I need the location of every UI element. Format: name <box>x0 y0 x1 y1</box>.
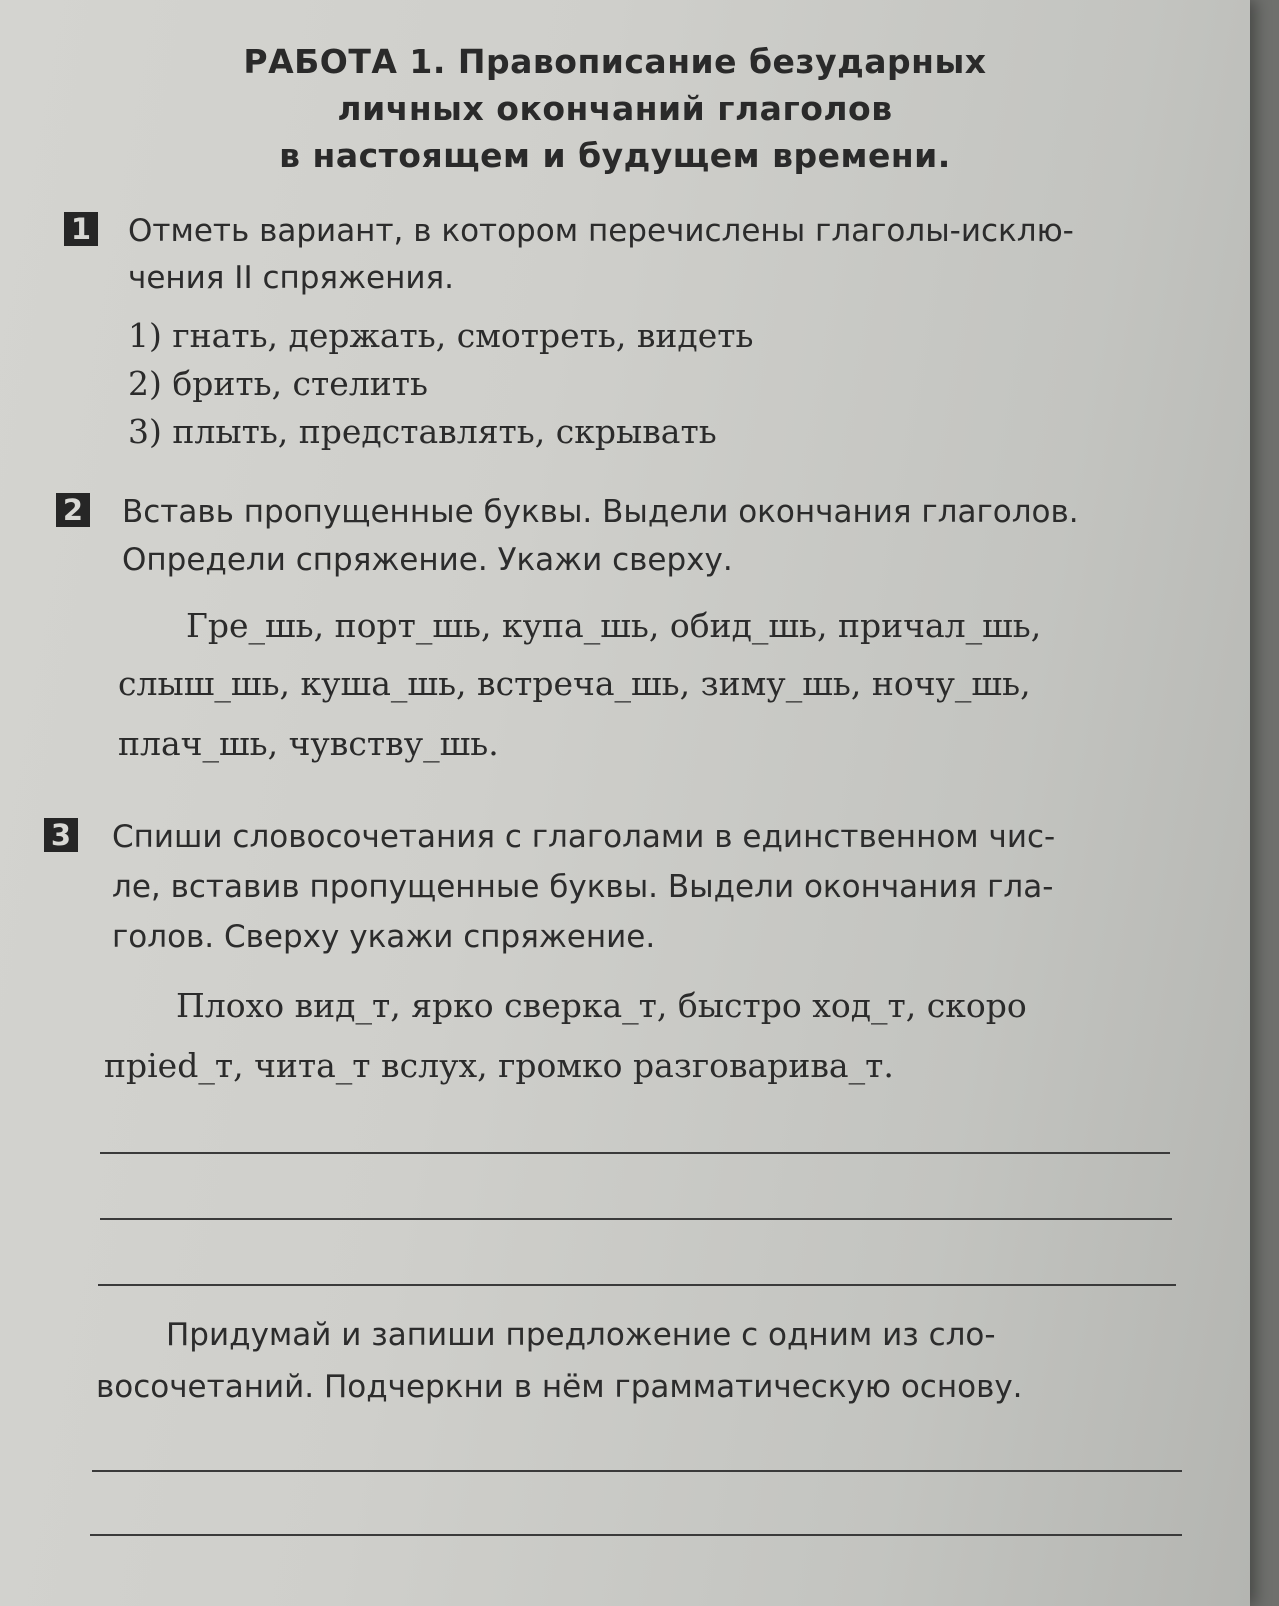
task-3-number: 3 <box>44 818 78 852</box>
answer-line-4[interactable] <box>92 1470 1182 1472</box>
task-2-words-line-3: плач_шь, чувству_шь. <box>118 724 499 763</box>
task-2-words-line-1: Гре_шь, порт_шь, купа_шь, обид_шь, причал_шь, <box>186 606 1042 645</box>
task-1-option-2[interactable]: 2) брить, стелить <box>128 364 428 403</box>
task-3-extra-line-2: восочетаний. Подчеркни в нём грамматическую основу. <box>96 1369 1023 1405</box>
answer-line-5[interactable] <box>90 1534 1182 1536</box>
answer-line-1[interactable] <box>100 1152 1170 1154</box>
page-title <box>150 38 1080 179</box>
title-line-3: в настоящем и будущем времени. <box>279 136 951 175</box>
answer-line-3[interactable] <box>98 1284 1176 1286</box>
task-3-phrases-line-2: прied_т, чита_т вслух, громко разговарива_т. <box>104 1046 894 1085</box>
task-3-line-2: ле, вставив пропущенные буквы. Выдели окончания гла- <box>112 869 1054 905</box>
task-3-line-1: Спиши словосочетания с глаголами в единственном чис- <box>112 819 1056 855</box>
title-line-1: РАБОТА 1. Правописание безударных <box>243 42 987 81</box>
task-1-line-2: чения II спряжения. <box>128 260 454 296</box>
task-3-extra-line-1: Придумай и запиши предложение с одним из сло- <box>166 1317 996 1353</box>
task-1-line-1: Отметь вариант, в котором перечислены глаголы-исклю- <box>128 213 1074 249</box>
answer-line-2[interactable] <box>100 1218 1172 1220</box>
title-line-2: личных окончаний глаголов <box>337 89 893 128</box>
task-3-line-3: голов. Сверху укажи спряжение. <box>112 919 656 955</box>
task-2-words-line-2: слыш_шь, куша_шь, встреча_шь, зиму_шь, ночу_шь, <box>118 664 1031 703</box>
task-3-phrases-line-1: Плохо вид_т, ярко сверка_т, быстро ход_т, скоро <box>176 986 1027 1025</box>
task-2-line-2: Определи спряжение. Укажи сверху. <box>122 542 733 578</box>
task-1-option-3[interactable]: 3) плыть, представлять, скрывать <box>128 412 717 451</box>
task-1-option-1[interactable]: 1) гнать, держать, смотреть, видеть <box>128 316 754 355</box>
task-1-number: 1 <box>64 212 98 246</box>
task-2-line-1: Вставь пропущенные буквы. Выдели окончания глаголов. <box>122 494 1079 530</box>
task-2-number: 2 <box>56 493 90 527</box>
